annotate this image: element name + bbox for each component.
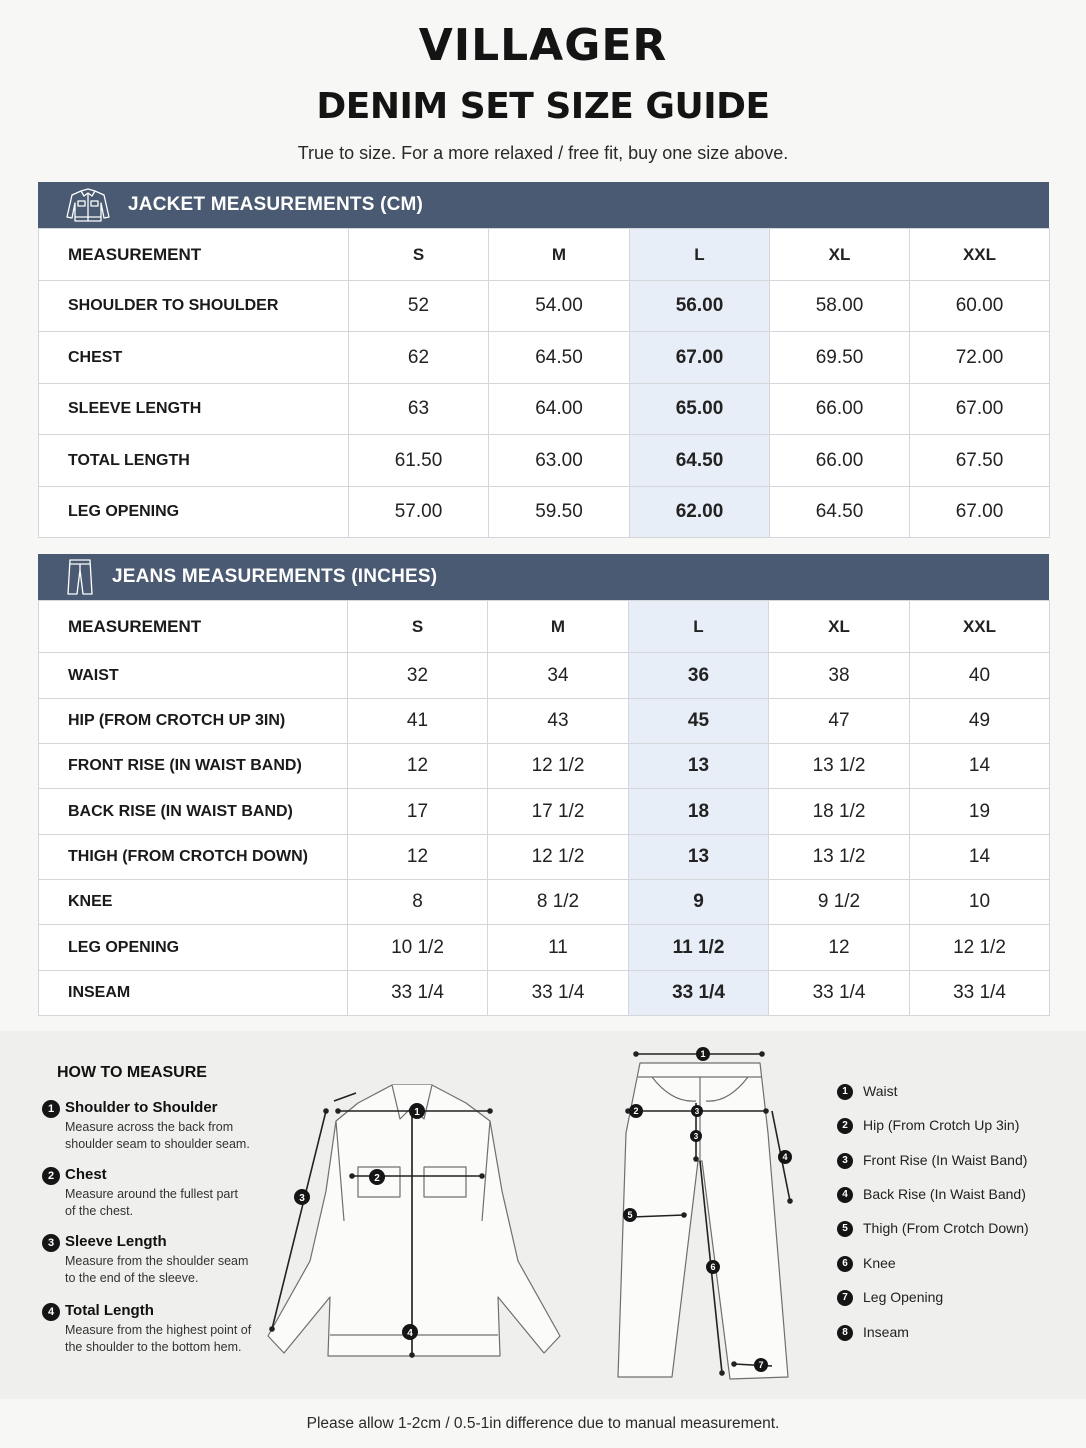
table-cell: 13 1/2 [769, 835, 910, 880]
jeans-table-title: JEANS MEASUREMENTS (INCHES) [112, 566, 438, 587]
table-cell: 14 [910, 744, 1050, 789]
jeans-diagram [612, 1043, 802, 1383]
jeans-marker-3a [691, 1105, 703, 1117]
jacket-table-section [38, 182, 1049, 538]
row-label: TOTAL LENGTH [39, 435, 349, 487]
table-cell: 60.00 [910, 281, 1050, 332]
table-cell: 47 [769, 699, 910, 744]
table-cell: 65.00 [630, 384, 770, 435]
table-cell: 64.00 [489, 384, 630, 435]
table-cell: 18 [629, 789, 769, 835]
jeans-marker-2 [629, 1104, 643, 1118]
table-cell: 72.00 [910, 332, 1050, 384]
table-cell: 10 [910, 880, 1050, 925]
svg-text:5: 5 [627, 1210, 633, 1220]
measure-step [42, 1166, 282, 1220]
table-row [39, 384, 1050, 435]
column-header: XL [770, 229, 910, 281]
step-description: Measure around the fullest part of the chest. [65, 1187, 239, 1218]
jacket-marker-3 [294, 1189, 310, 1205]
table-cell: 56.00 [630, 281, 770, 332]
row-label: HIP (FROM CROTCH UP 3IN) [39, 699, 348, 744]
table-cell: 13 [629, 744, 769, 789]
row-label: INSEAM [39, 971, 348, 1016]
svg-text:7: 7 [758, 1360, 764, 1370]
table-cell: 33 1/4 [769, 971, 910, 1016]
row-label: LEG OPENING [39, 925, 348, 971]
table-row [39, 925, 1050, 971]
svg-text:4: 4 [782, 1152, 788, 1162]
step-name: Sleeve Length [65, 1233, 167, 1250]
jacket-measurements-table [38, 228, 1050, 538]
table-cell: 33 1/4 [910, 971, 1050, 1016]
table-cell: 12 [348, 744, 488, 789]
table-cell: 36 [629, 653, 769, 699]
page-title: DENIM SET SIZE GUIDE [316, 86, 770, 127]
table-cell: 67.50 [910, 435, 1050, 487]
measure-step [42, 1099, 282, 1153]
table-cell: 19 [910, 789, 1050, 835]
legend-item: 8 Inseam [837, 1324, 1057, 1344]
table-cell: 33 1/4 [348, 971, 488, 1016]
svg-text:2: 2 [374, 1173, 380, 1184]
table-cell: 12 [769, 925, 910, 971]
table-cell: 13 1/2 [769, 744, 910, 789]
table-cell: 64.50 [770, 487, 910, 538]
row-label: KNEE [39, 880, 348, 925]
svg-text:3: 3 [299, 1193, 305, 1204]
table-row [39, 971, 1050, 1016]
brand-logo: VILLAGER [418, 20, 668, 71]
table-cell: 69.50 [770, 332, 910, 384]
table-header-row [39, 601, 1050, 653]
table-row [39, 653, 1050, 699]
step-description: Measure from the highest point of the shoulder to the bottom hem. [65, 1323, 252, 1354]
how-to-measure-title: HOW TO MEASURE [57, 1064, 207, 1081]
jacket-table-title: JACKET MEASUREMENTS (CM) [128, 194, 424, 215]
table-row [39, 281, 1050, 332]
column-header: MEASUREMENT [39, 229, 349, 281]
legend-item: 5 Thigh (From Crotch Down) [837, 1220, 1057, 1240]
legend-item: 3 Front Rise (In Waist Band) [837, 1152, 1057, 1172]
table-row [39, 880, 1050, 925]
table-cell: 64.50 [630, 435, 770, 487]
table-cell: 66.00 [770, 384, 910, 435]
svg-text:3: 3 [693, 1132, 699, 1141]
table-cell: 18 1/2 [769, 789, 910, 835]
jeans-marker-5 [623, 1208, 637, 1222]
jacket-marker-1 [409, 1103, 425, 1119]
jeans-marker-4 [778, 1150, 792, 1164]
table-cell: 67.00 [910, 487, 1050, 538]
legend-item: 7 Leg Opening [837, 1289, 1057, 1309]
table-cell: 17 [348, 789, 488, 835]
table-cell: 9 1/2 [769, 880, 910, 925]
step-number-badge: 1 [42, 1100, 60, 1118]
footer-note: Please allow 1-2cm / 0.5-1in difference due to manual measurement. [306, 1415, 780, 1432]
svg-text:6: 6 [710, 1262, 716, 1272]
table-cell: 11 [488, 925, 629, 971]
table-cell: 63 [349, 384, 489, 435]
row-label: BACK RISE (IN WAIST BAND) [39, 789, 348, 835]
table-cell: 41 [348, 699, 488, 744]
row-label: LEG OPENING [39, 487, 349, 538]
jacket-diagram [262, 1071, 574, 1391]
legend-item: 4 Back Rise (In Waist Band) [837, 1186, 1057, 1206]
column-header: S [349, 229, 489, 281]
measure-step [42, 1233, 282, 1287]
jeans-marker-1 [696, 1047, 710, 1061]
table-cell: 40 [910, 653, 1050, 699]
table-cell: 52 [349, 281, 489, 332]
table-cell: 62 [349, 332, 489, 384]
step-name: Shoulder to Shoulder [65, 1099, 218, 1116]
table-cell: 12 1/2 [488, 744, 629, 789]
table-cell: 8 [348, 880, 488, 925]
svg-text:1: 1 [414, 1107, 420, 1118]
table-cell: 64.50 [489, 332, 630, 384]
jacket-marker-4 [402, 1324, 418, 1340]
step-description: Measure from the shoulder seam to the end of the sleeve. [65, 1254, 249, 1285]
row-label: SLEEVE LENGTH [39, 384, 349, 435]
jeans-marker-6 [706, 1260, 720, 1274]
jeans-marker-7 [754, 1358, 768, 1372]
row-label: THIGH (FROM CROTCH DOWN) [39, 835, 348, 880]
jeans-marker-3b [690, 1130, 702, 1142]
table-cell: 43 [488, 699, 629, 744]
row-label: WAIST [39, 653, 348, 699]
table-row [39, 835, 1050, 880]
jeans-table-header [38, 554, 1049, 600]
table-cell: 58.00 [770, 281, 910, 332]
column-header: XXL [910, 229, 1050, 281]
table-cell: 12 1/2 [488, 835, 629, 880]
table-cell: 67.00 [910, 384, 1050, 435]
table-cell: 12 1/2 [910, 925, 1050, 971]
table-cell: 12 [348, 835, 488, 880]
svg-text:4: 4 [407, 1328, 413, 1339]
table-cell: 38 [769, 653, 910, 699]
how-to-measure-section [0, 1031, 1086, 1399]
table-cell: 14 [910, 835, 1050, 880]
row-label: CHEST [39, 332, 349, 384]
column-header: MEASUREMENT [39, 601, 348, 653]
svg-text:1: 1 [700, 1049, 706, 1059]
legend-item: 2 Hip (From Crotch Up 3in) [837, 1117, 1057, 1137]
table-cell: 9 [629, 880, 769, 925]
jacket-table-header [38, 182, 1049, 228]
step-number-badge: 4 [42, 1303, 60, 1321]
step-description: Measure across the back from shoulder seam to shoulder seam. [65, 1120, 250, 1151]
column-header: XXL [910, 601, 1050, 653]
svg-text:2: 2 [633, 1106, 639, 1116]
table-cell: 13 [629, 835, 769, 880]
legend-item: 1 Waist [837, 1083, 1057, 1103]
table-row [39, 435, 1050, 487]
row-label: FRONT RISE (IN WAIST BAND) [39, 744, 348, 789]
table-cell: 45 [629, 699, 769, 744]
legend-item: 6 Knee [837, 1255, 1057, 1275]
table-cell: 33 1/4 [488, 971, 629, 1016]
page-subtitle: True to size. For a more relaxed / free fit, buy one size above. [297, 143, 789, 163]
jacket-icon [60, 182, 116, 228]
column-header: M [488, 601, 629, 653]
table-row [39, 332, 1050, 384]
table-row [39, 744, 1050, 789]
table-row [39, 699, 1050, 744]
table-cell: 33 1/4 [629, 971, 769, 1016]
column-header: XL [769, 601, 910, 653]
table-cell: 11 1/2 [629, 925, 769, 971]
column-header: L [629, 601, 769, 653]
table-header-row [39, 229, 1050, 281]
measure-step [42, 1302, 282, 1356]
column-header: L [630, 229, 770, 281]
table-cell: 57.00 [349, 487, 489, 538]
step-number-badge: 2 [42, 1167, 60, 1185]
step-number-badge: 3 [42, 1234, 60, 1252]
column-header: M [489, 229, 630, 281]
table-cell: 32 [348, 653, 488, 699]
step-name: Chest [65, 1166, 107, 1183]
table-cell: 34 [488, 653, 629, 699]
svg-text:3: 3 [694, 1107, 700, 1116]
table-cell: 62.00 [630, 487, 770, 538]
table-cell: 59.50 [489, 487, 630, 538]
table-cell: 49 [910, 699, 1050, 744]
jeans-table-section [38, 554, 1049, 1016]
table-cell: 63.00 [489, 435, 630, 487]
column-header: S [348, 601, 488, 653]
table-row [39, 487, 1050, 538]
jacket-marker-2 [369, 1169, 385, 1185]
table-cell: 10 1/2 [348, 925, 488, 971]
table-cell: 17 1/2 [488, 789, 629, 835]
row-label: SHOULDER TO SHOULDER [39, 281, 349, 332]
table-cell: 67.00 [630, 332, 770, 384]
step-name: Total Length [65, 1302, 154, 1319]
table-cell: 61.50 [349, 435, 489, 487]
jeans-icon [60, 554, 100, 600]
table-row [39, 789, 1050, 835]
table-cell: 54.00 [489, 281, 630, 332]
table-cell: 66.00 [770, 435, 910, 487]
table-cell: 8 1/2 [488, 880, 629, 925]
jeans-measurements-table [38, 600, 1050, 1016]
